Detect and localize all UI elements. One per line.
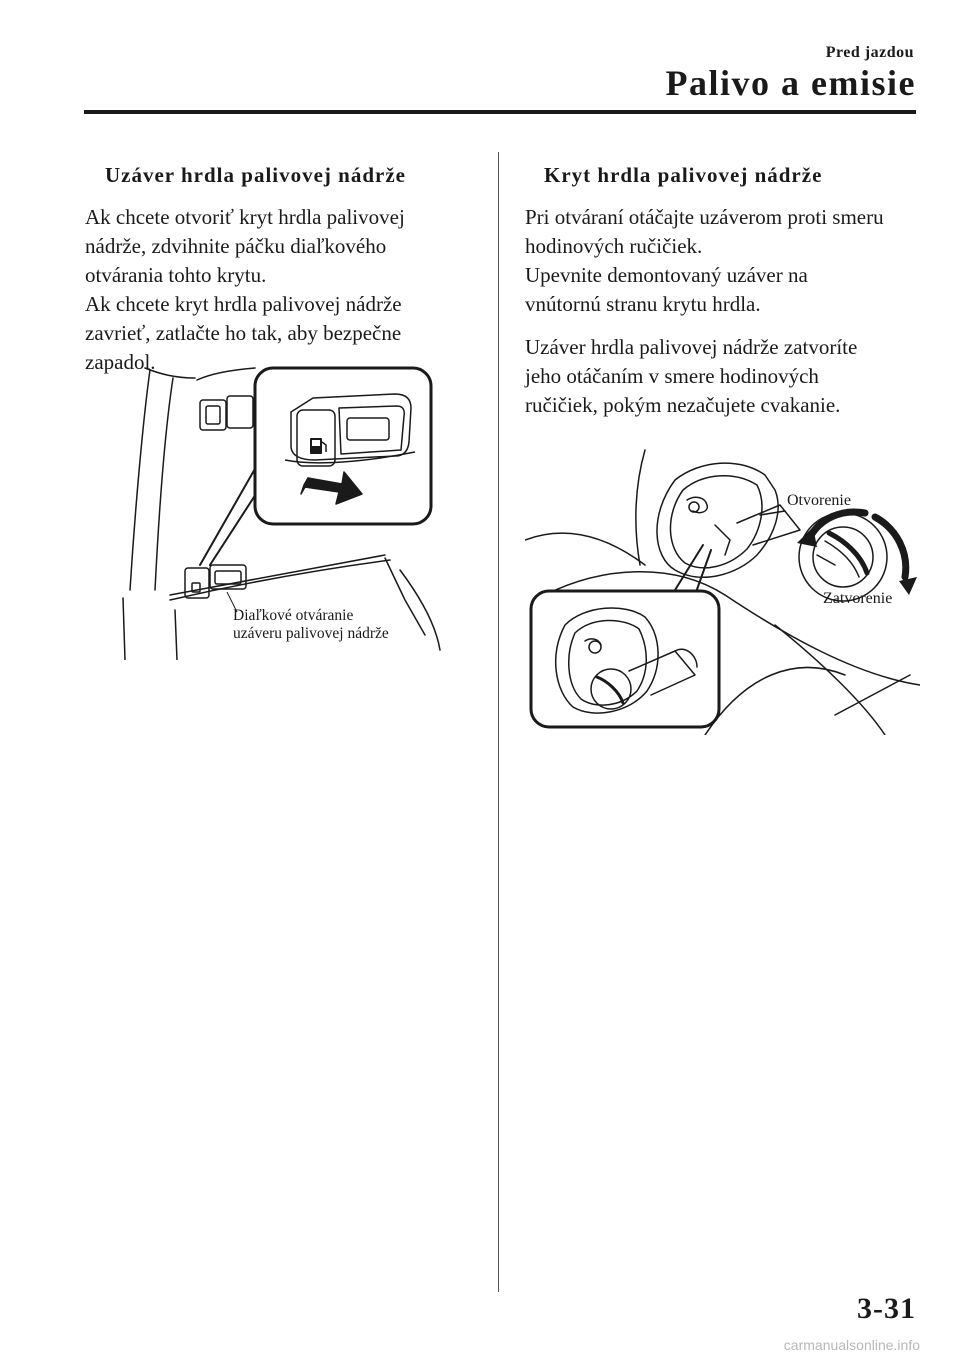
text-line: Ak chcete kryt hrdla palivovej nádrže: [85, 292, 402, 316]
text-line: zapadol.: [85, 350, 156, 374]
text-line: Ak chcete otvoriť kryt hrdla palivovej: [85, 205, 405, 229]
text-line: otvárania tohto krytu.: [85, 263, 267, 287]
right-paragraph-open: [525, 203, 884, 319]
text-line: Uzáver hrdla palivovej nádrže zatvoríte: [525, 335, 858, 359]
text-line: jeho otáčaním v smere hodinových: [525, 364, 819, 388]
right-paragraph-close: [525, 333, 857, 420]
header-rule: [84, 110, 916, 114]
page-number: 3-31: [857, 1292, 916, 1325]
text-line: vnútornú stranu krytu hrdla.: [525, 292, 761, 316]
text-line: zavrieť, zatlačte ho tak, aby bezpečne: [85, 321, 402, 345]
watermark: carmanualsonline.info: [783, 1337, 920, 1353]
text-line: Pri otváraní otáčajte uzáverom proti smeru: [525, 205, 884, 229]
section-title: Pred jazdou: [825, 44, 914, 61]
column-divider: [498, 152, 499, 1292]
chapter-title: Palivo a emisie: [665, 63, 916, 103]
figure-label-line: uzáveru palivovej nádrže: [233, 625, 389, 642]
left-heading: Uzáver hrdla palivovej nádrže: [105, 163, 406, 187]
figure-label-line: Diaľkové otváranie: [233, 607, 354, 624]
left-paragraph: [85, 203, 405, 377]
fuel-cap-illustration: [525, 445, 920, 735]
text-line: ručičiek, pokým nezačujete cvakanie.: [525, 393, 841, 417]
right-heading: Kryt hrdla palivovej nádrže: [544, 163, 823, 187]
fuel-lid-opener-illustration: [115, 360, 445, 660]
text-line: hodinových ručičiek.: [525, 234, 703, 258]
text-line: nádrže, zdvihnite páčku diaľkového: [85, 234, 387, 258]
close-label: Zatvorenie: [823, 590, 893, 607]
text-line: Upevnite demontovaný uzáver na: [525, 263, 808, 287]
open-label: Otvorenie: [787, 492, 851, 509]
